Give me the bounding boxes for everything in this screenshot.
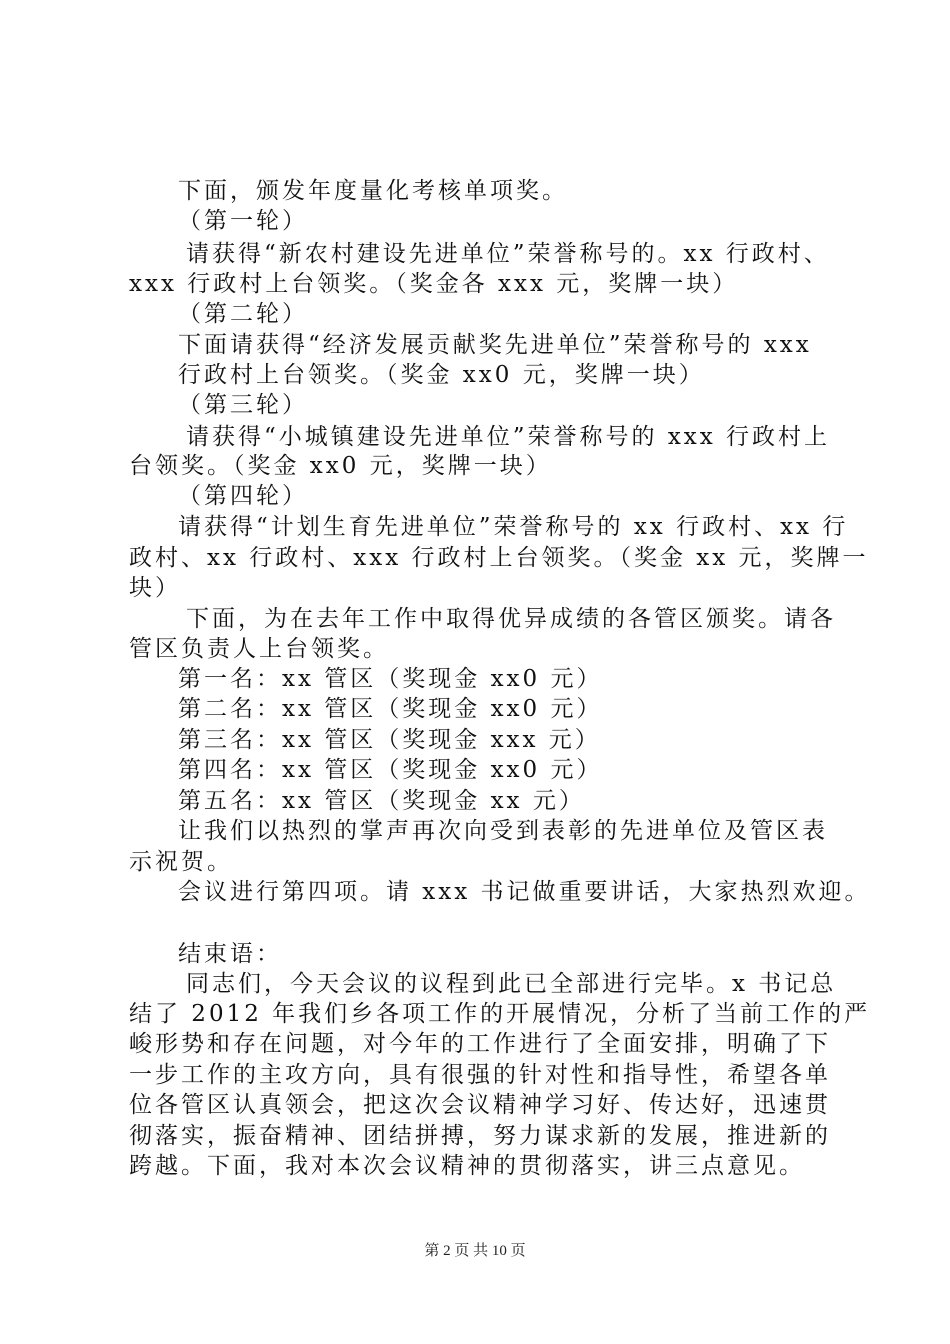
text-line: 跨越。下面，我对本次会议精神的贯彻落实，讲三点意见。 bbox=[129, 1153, 805, 1179]
text-line: （第三轮） bbox=[178, 392, 308, 418]
text-line: 让我们以热烈的掌声再次向受到表彰的先进单位及管区表 bbox=[178, 818, 828, 844]
text-line: 第四名：xx 管区（奖现金 xx0 元） bbox=[178, 757, 603, 783]
closing-heading: 结束语： bbox=[178, 941, 282, 967]
text-line: 管区负责人上台领奖。 bbox=[129, 636, 389, 662]
text-line: （第一轮） bbox=[178, 208, 308, 234]
text-line: 下面，颁发年度量化考核单项奖。 bbox=[178, 178, 568, 204]
text-line: 彻落实，振奋精神、团结拼搏，努力谋求新的发展，推进新的 bbox=[129, 1123, 831, 1149]
text-line: 行政村上台领奖。（奖金 xx0 元，奖牌一块） bbox=[178, 362, 705, 388]
text-line: xxx 行政村上台领奖。（奖金各 xxx 元，奖牌一块） bbox=[129, 271, 739, 297]
text-line: 请获得“小城镇建设先进单位”荣誉称号的 xxx 行政村上 bbox=[186, 424, 831, 450]
text-line: 政村、xx 行政村、xxx 行政村上台领奖。（奖金 xx 元，奖牌一 bbox=[129, 545, 869, 571]
text-line: 请获得“新农村建设先进单位”荣誉称号的。xx 行政村、 bbox=[186, 241, 830, 267]
page-number-footer: 第 2 页 共 10 页 bbox=[424, 1243, 526, 1259]
text-line: （第四轮） bbox=[178, 483, 308, 509]
text-line: 台领奖。（奖金 xx0 元，奖牌一块） bbox=[129, 453, 552, 479]
text-line: 第三名：xx 管区（奖现金 xxx 元） bbox=[178, 727, 601, 753]
text-line: 下面，为在去年工作中取得优异成绩的各管区颁奖。请各 bbox=[186, 606, 836, 632]
text-line: 下面请获得“经济发展贡献奖先进单位”荣誉称号的 xxx bbox=[178, 332, 812, 358]
text-line: 块） bbox=[129, 575, 181, 601]
text-line: 峻形势和存在问题，对今年的工作进行了全面安排，明确了下 bbox=[129, 1031, 831, 1057]
text-line: 第五名：xx 管区（奖现金 xx 元） bbox=[178, 788, 585, 814]
text-line: 位各管区认真领会，把这次会议精神学习好、传达好，迅速贯 bbox=[129, 1092, 831, 1118]
text-line: 示祝贺。 bbox=[129, 849, 233, 875]
text-line: 同志们，今天会议的议程到此已全部进行完毕。x 书记总 bbox=[186, 971, 837, 997]
text-line: 结了 2012 年我们乡各项工作的开展情况，分析了当前工作的严 bbox=[129, 1001, 871, 1027]
text-line: 一步工作的主攻方向，具有很强的针对性和指导性，希望各单 bbox=[129, 1062, 831, 1088]
text-line: 第二名：xx 管区（奖现金 xx0 元） bbox=[178, 696, 603, 722]
text-line: 第一名：xx 管区（奖现金 xx0 元） bbox=[178, 666, 603, 692]
text-line: 会议进行第四项。请 xxx 书记做重要讲话，大家热烈欢迎。 bbox=[178, 879, 871, 905]
text-line: 请获得“计划生育先进单位”荣誉称号的 xx 行政村、xx 行 bbox=[178, 514, 849, 540]
text-line: （第二轮） bbox=[178, 301, 308, 327]
